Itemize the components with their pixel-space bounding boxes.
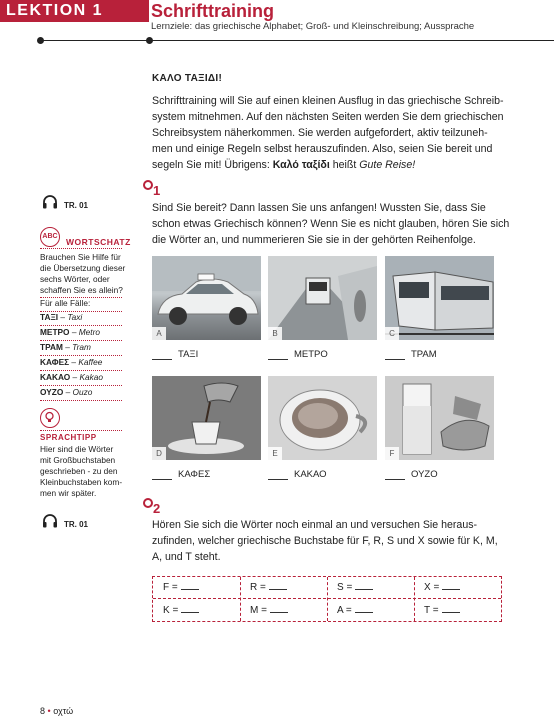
wortschatz-line: Brauchen Sie Hilfe für [40,252,121,262]
vocab-greek: ΟΥΖΟ [40,387,64,397]
letter-table [152,576,502,622]
intro-translation: Gute Reise! [359,159,416,171]
vocab-item: ΤΡΑΜ – Tram [40,342,91,352]
vocab-greek: ΚΑΦΕΣ [40,357,70,367]
table-cell[interactable] [163,582,199,593]
answer-blank[interactable] [181,589,199,590]
page-number: 8 [40,706,46,716]
exercise-ring-icon [143,180,153,190]
footer-separator: • [47,706,51,716]
cell-label: S = [337,582,353,593]
sprachtipp-heading: SPRACHTIPP [40,433,97,442]
page-title: Schrifttraining [151,1,275,21]
photo-kakao [268,376,377,460]
table-cell[interactable] [424,582,460,593]
vocab-german: Metro [78,327,100,337]
header-rule [40,40,554,41]
exercise1-line: Sind Sie bereit? Dann lassen Sie uns anfangen! Wussten Sie, dass Sie [152,202,486,214]
exercise2-line: A, und T steht. [152,551,221,563]
vocab-divider [40,325,122,326]
wortschatz-line: die Übersetzung dieser [40,263,126,273]
word-text: ΜΕΤΡΟ [294,349,328,360]
page-number-greek: οχτώ [53,706,74,716]
photo-kaffee [152,376,261,460]
sprachtipp-line: Hier sind die Wörter [40,444,114,454]
photo-letter: F [385,447,399,460]
word-item [385,469,438,480]
word-item [268,469,327,480]
exercise1-instructions [152,200,512,248]
word-item [152,349,198,360]
vocab-greek: ΜΕΤΡΟ [40,327,70,337]
sprachtipp-line: mit Großbuchstaben [40,455,116,465]
table-cell[interactable] [250,582,287,593]
photo-letter: C [385,327,399,340]
vocab-german: Taxi [67,312,83,322]
vocab-german: Tram [72,342,91,352]
exercise2-line: zufinden, welcher griechische Buchstabe für F, R, S und X sowie für K, M, [152,535,498,547]
abc-icon: ABC [40,227,60,247]
vocab-greek: ΚΑΚΑΟ [40,372,71,382]
intro-heading: ΚΑΛΟ ΤΑΞΙΔΙ! [152,73,223,84]
table-cell[interactable] [337,605,373,616]
vocab-greek: ΤΡΑΜ [40,342,63,352]
answer-blank[interactable] [442,589,460,590]
vocab-divider [40,400,122,401]
lesson-label: LEKTION 1 [6,2,104,19]
vocab-item: ΤΑΞΙ – Taxi [40,312,83,322]
track-label: TR. 01 [64,520,89,529]
sprachtipp-line: men wir später. [40,488,97,498]
table-cell[interactable] [250,605,288,616]
cell-label: F = [163,582,178,593]
vocab-divider [40,370,122,371]
intro-line: Schreibsystem näherkommen. Sie werden aufgefordert, aktiv teilzuneh- [152,127,488,139]
intro-line: system mitnehmen. Auf den nächsten Seiten werden Sie dem griechischen [152,111,504,123]
exercise2-line: Hören Sie sich die Wörter noch einmal an und versuchen Sie heraus- [152,519,478,531]
table-divider [414,577,415,621]
vocab-german: Kaffee [78,357,103,367]
sprachtipp-line: Kleinbuchstaben kom- [40,477,123,487]
answer-blank[interactable] [269,589,287,590]
intro-line: men und einige Regeln selbst herauszufinden. Also, seien Sie bereit und [152,143,493,155]
wortschatz-text [40,252,135,296]
wortschatz-heading: WORTSCHATZ [66,237,131,247]
photo-ouzo [385,376,494,460]
sprachtipp-line: geschrieben - zu den [40,466,118,476]
exercise-number: 1 [153,183,161,198]
learning-goals: Lernziele: das griechische Alphabet; Groß- und Kleinschreibung; Aussprache [151,21,475,32]
track-label: TR. 01 [64,201,89,210]
intro-last-mid: heißt [329,159,360,171]
sprachtipp-text [40,444,130,499]
word-text: ΤΡΑΜ [411,349,437,360]
answer-blank[interactable] [268,359,288,360]
cell-label: T = [424,605,439,616]
answer-blank[interactable] [385,479,405,480]
photo-letter: A [152,327,166,340]
word-text: ΤΑΞΙ [178,349,199,360]
vocab-german: Ouzo [72,387,93,397]
table-cell[interactable] [424,605,460,616]
headphones-icon [42,195,58,214]
wortschatz-line: sechs Wörter, oder [40,274,110,284]
table-cell[interactable] [163,605,199,616]
photo-letter: E [268,447,282,460]
wortschatz-line: schaffen Sie es allein? [40,285,123,295]
rule-dot-right [146,37,153,44]
intro-last-text: segeln Sie mit! Übrigens: [152,159,273,171]
vocab-divider [40,355,122,356]
exercise-number: 2 [153,501,161,516]
exercise-ring-icon [143,498,153,508]
photo-taxi [152,256,261,340]
vocab-divider [40,385,122,386]
answer-blank[interactable] [152,479,172,480]
answer-blank[interactable] [355,612,373,613]
word-item [268,349,328,360]
cell-label: K = [163,605,179,616]
answer-blank[interactable] [385,359,405,360]
lightbulb-icon [40,408,60,428]
page-footer [40,706,73,716]
word-item [152,469,210,480]
exercise2-instructions [152,517,512,565]
wortschatz-divider [40,248,122,249]
vocab-german: Kakao [79,372,103,382]
answer-blank[interactable] [181,612,199,613]
exercise1-line: schon etwas Griechisch können? Wenn Sie es nicht glauben, hören Sie sich [152,218,510,230]
photo-metro [268,256,377,340]
answer-blank[interactable] [355,589,373,590]
sprachtipp-divider [40,430,122,431]
vocab-item: ΜΕΤΡΟ – Metro [40,327,100,337]
vocab-item: ΟΥΖΟ – Ouzo [40,387,93,397]
headphones-icon [42,514,58,533]
intro-line [152,157,512,173]
photo-tram [385,256,494,340]
cell-label: M = [250,605,267,616]
exercise1-line: die Wörter an, und nummerieren Sie sie in der gehörten Reihenfolge. [152,234,476,246]
answer-blank[interactable] [270,612,288,613]
cell-label: X = [424,582,440,593]
word-text: ΚΑΦΕΣ [178,469,211,480]
cell-label: A = [337,605,352,616]
answer-blank[interactable] [268,479,288,480]
word-item [385,349,437,360]
rule-dot-left [37,37,44,44]
vocab-item: ΚΑΦΕΣ – Kaffee [40,357,103,367]
photo-letter: D [152,447,166,460]
table-cell[interactable] [337,582,373,593]
table-divider [240,577,241,621]
cell-label: R = [250,582,266,593]
intro-greek-phrase: Καλό ταξίδι [272,159,330,171]
photo-letter: B [268,327,282,340]
vocab-divider [40,340,122,341]
answer-blank[interactable] [442,612,460,613]
intro-paragraph [152,93,512,173]
word-text: ΚΑΚΑΟ [294,469,327,480]
answer-blank[interactable] [152,359,172,360]
fuer-alle-label: Für alle Fälle: [40,298,91,308]
table-divider [327,577,328,621]
vocab-item: ΚΑΚΑΟ – Kakao [40,372,103,382]
vocab-greek: ΤΑΞΙ [40,312,59,322]
word-text: ΟΥΖΟ [411,469,438,480]
intro-line: Schrifttraining will Sie auf einen kleinen Ausflug in das griechische Schreib- [152,95,504,107]
